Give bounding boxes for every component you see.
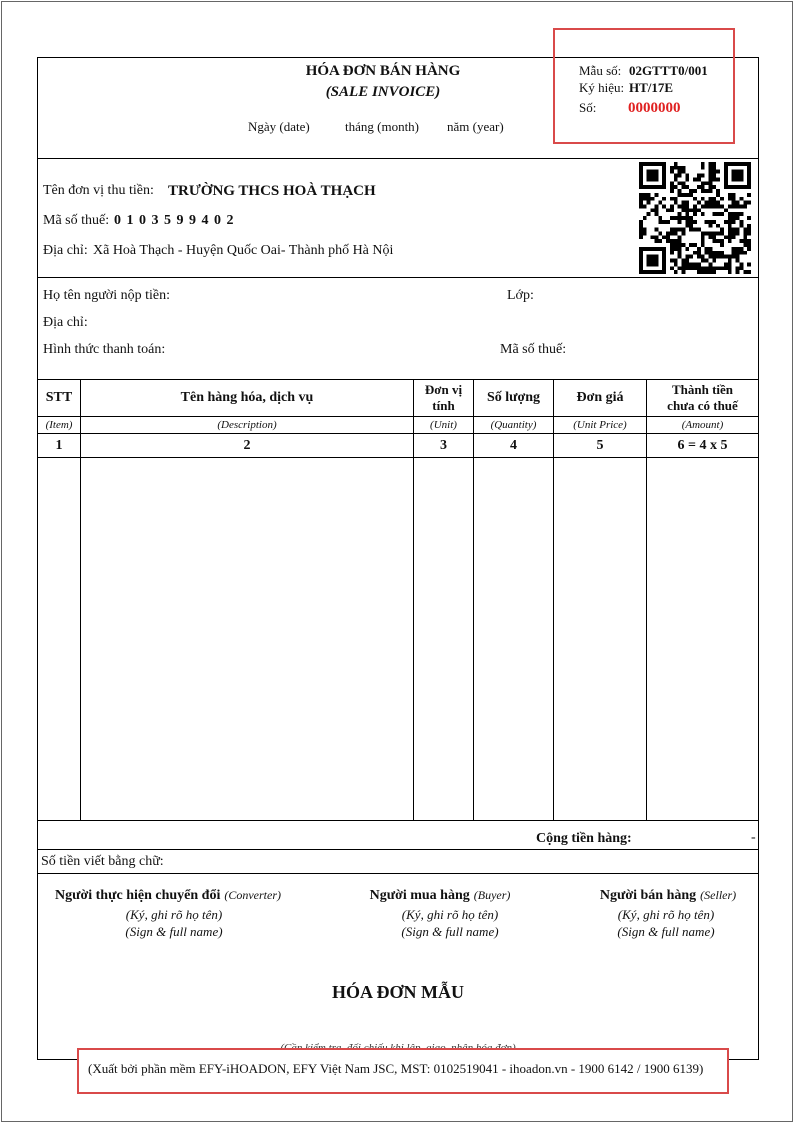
col-num-amount: 6 = 4 x 5	[677, 437, 728, 453]
signature-buyer-line2: (Sign & full name)	[401, 924, 499, 939]
symbol-value: HT/17E	[629, 80, 674, 95]
amount-in-words-label: Số tiền viết bằng chữ:	[41, 854, 164, 869]
signature-buyer-title: Người mua hàng	[369, 888, 470, 903]
divider	[38, 158, 758, 159]
col-en-stt: (Item)	[45, 419, 73, 431]
signature-converter-title: Người thực hiện chuyển đổi	[54, 888, 221, 903]
signature-seller-line1: (Ký, ghi rõ họ tên)	[617, 907, 715, 922]
divider	[38, 277, 758, 278]
sample-invoice-watermark: HÓA ĐƠN MẪU	[332, 982, 464, 1002]
payer-label: Họ tên người nộp tiền:	[43, 288, 170, 303]
seller-address: Xã Hoà Thạch - Huyện Quốc Oai- Thành phố Hà Nội	[93, 243, 394, 258]
signature-seller-title-en: (Seller)	[700, 888, 737, 902]
col-header-amount-line1: Thành tiền	[671, 382, 734, 397]
signature-buyer	[340, 886, 540, 904]
buyer-tax-label: Mã số thuế:	[500, 342, 567, 357]
template-label: Mẫu số:	[579, 63, 622, 78]
col-header-description: Tên hàng hóa, dịch vụ	[180, 390, 314, 405]
buyer-address-label: Địa chỉ:	[43, 315, 88, 330]
form-info-highlight	[553, 28, 735, 144]
payment-method-label: Hình thức thanh toán:	[43, 342, 166, 357]
col-header-quantity: Số lượng	[486, 390, 541, 405]
year-label: năm (year)	[447, 119, 504, 134]
col-num-description: 2	[243, 437, 251, 453]
signature-seller-title: Người bán hàng	[599, 888, 697, 903]
seller-name-label: Tên đơn vị thu tiền:	[43, 183, 154, 198]
col-num-stt: 1	[55, 437, 63, 453]
table-line	[38, 457, 758, 458]
signature-buyer-title-en: (Buyer)	[473, 888, 511, 902]
col-header-unit-line2: tính	[432, 398, 455, 413]
invoice-subtitle: (SALE INVOICE)	[325, 84, 441, 100]
issued-by-text: (Xuất bởi phần mềm EFY-iHOADON, EFY Việt Nam JSC, MST: 0102519041 - ihoadon.vn - 1900 6142 / 1900 6139)	[88, 1061, 704, 1076]
col-header-amount	[647, 380, 758, 416]
symbol-label: Ký hiệu:	[579, 80, 625, 95]
seller-tax-label: Mã số thuế:	[43, 213, 110, 228]
invoice-title: HÓA ĐƠN BÁN HÀNG	[305, 63, 461, 79]
seller-address-label: Địa chỉ:	[43, 243, 88, 258]
signature-converter-title-en: (Converter)	[224, 888, 281, 902]
number-label: Số:	[579, 100, 597, 115]
class-label: Lớp:	[507, 288, 534, 303]
signature-seller	[578, 886, 758, 904]
col-en-description: (Description)	[217, 419, 277, 431]
col-header-unit-line1: Đơn vị	[424, 382, 463, 397]
qr-code-modules	[639, 162, 751, 274]
col-en-amount: (Amount)	[681, 419, 724, 431]
col-en-unit: (Unit)	[430, 419, 457, 431]
col-num-unit: 3	[440, 437, 447, 453]
seller-tax-code: 0 1 0 3 5 9 9 4 0 2	[114, 213, 235, 228]
date-label: Ngày (date)	[248, 119, 310, 134]
col-header-amount-line2: chưa có thuế	[667, 398, 738, 413]
total-value: -	[751, 830, 756, 845]
table-line	[38, 849, 758, 850]
qr-code-icon	[638, 162, 752, 274]
col-header-unit	[414, 380, 473, 416]
col-en-quantity: (Quantity)	[490, 419, 537, 431]
col-en-unit-price: (Unit Price)	[573, 419, 627, 431]
table-bottom-line	[38, 820, 758, 821]
footer-highlight	[77, 1048, 729, 1094]
col-num-unit-price: 5	[596, 437, 604, 453]
col-num-quantity: 4	[510, 437, 517, 453]
signature-converter	[38, 886, 298, 904]
invoice-number: 0000000	[628, 100, 681, 116]
month-label: tháng (month)	[345, 119, 420, 134]
signature-seller-line2: (Sign & full name)	[617, 924, 715, 939]
template-value: 02GTTT0/001	[629, 63, 708, 78]
seller-name: TRƯỜNG THCS HOÀ THẠCH	[168, 183, 376, 199]
signature-buyer-line1: (Ký, ghi rõ họ tên)	[401, 907, 499, 922]
signature-converter-line2: (Sign & full name)	[125, 924, 223, 939]
table-line	[38, 873, 758, 874]
signature-converter-line1: (Ký, ghi rõ họ tên)	[125, 907, 223, 922]
col-header-unit-price: Đơn giá	[576, 390, 624, 405]
col-header-stt: STT	[45, 390, 73, 405]
total-label: Cộng tiền hàng:	[536, 831, 632, 846]
